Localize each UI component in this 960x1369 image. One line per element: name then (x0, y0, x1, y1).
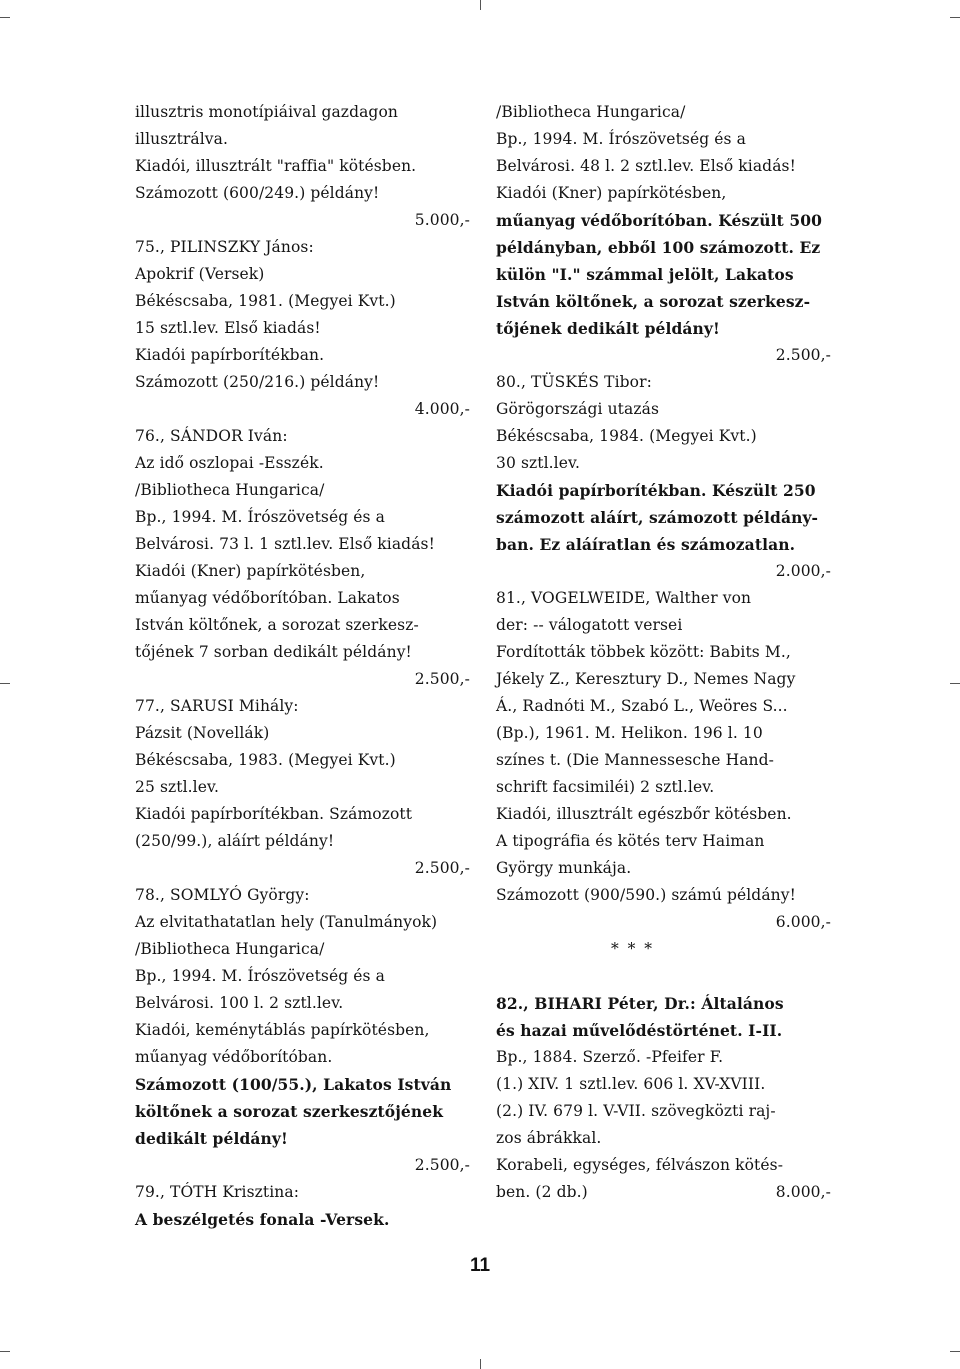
line-text: műanyag védőborítóban. Készült 500 (496, 211, 822, 230)
right-column (496, 99, 831, 1206)
section-separator (496, 936, 831, 963)
line-text: 25 sztl.lev. (135, 778, 220, 796)
text-line (496, 261, 831, 288)
crop-mark-left-mid-h (0, 683, 10, 684)
text-line (135, 693, 470, 720)
line-text: külön "I." számmal jelölt, Lakatos (496, 265, 794, 284)
text-line (135, 1017, 470, 1044)
line-text: Kiadói papírborítékban. (135, 346, 325, 364)
price-line (135, 666, 470, 693)
line-text: István költőnek, a sorozat szerkesz- (135, 616, 419, 634)
line-text: /Bibliotheca Hungarica/ (496, 103, 686, 121)
line-text: számozott aláírt, számozott példány- (496, 508, 819, 527)
line-text: 2.500,- (775, 346, 831, 364)
text-line (135, 801, 470, 828)
text-line (135, 828, 470, 855)
price: 8.000,- (775, 1183, 831, 1201)
text-line (135, 882, 470, 909)
line-text: A tipográfia és kötés terv Haiman (496, 832, 765, 850)
text-line (496, 126, 831, 153)
crop-mark-top-center-v (480, 0, 481, 10)
line-text: Belvárosi. 48 l. 2 sztl.lev. Első kiadás! (496, 157, 796, 175)
line-text: der: -- válogatott versei (496, 616, 683, 634)
text-line (496, 639, 831, 666)
text-line (496, 288, 831, 315)
text-line (496, 396, 831, 423)
text-line (496, 612, 831, 639)
page-number: 11 (469, 1255, 491, 1276)
blank-line (496, 963, 831, 990)
line-text: Békéscsaba, 1984. (Megyei Kvt.) (496, 427, 757, 445)
text-line (496, 315, 831, 342)
line-text: Jékely Z., Keresztury D., Nemes Nagy (496, 670, 796, 688)
price-line (135, 396, 470, 423)
text-line (496, 1125, 831, 1152)
line-text: Bp., 1994. M. Írószövetség és a (135, 508, 385, 526)
text-line (496, 1071, 831, 1098)
text-line (496, 828, 831, 855)
text-line (496, 1044, 831, 1071)
line-text: 78., SOMLYÓ György: (135, 886, 310, 904)
text-line (135, 423, 470, 450)
line-text: 4.000,- (414, 400, 470, 418)
text-line (496, 99, 831, 126)
line-text: 76., SÁNDOR Iván: (135, 427, 288, 445)
text-line (496, 1152, 831, 1179)
line-text: Kiadói, illusztrált egészbőr kötésben. (496, 805, 792, 823)
text-line (135, 612, 470, 639)
text-line (496, 153, 831, 180)
line-text: példányban, ebből 100 számozott. Ez (496, 238, 821, 257)
text-line (496, 585, 831, 612)
line-text: Á., Radnóti M., Szabó L., Weöres S... (496, 697, 788, 715)
line-text: illusztrálva. (135, 130, 229, 148)
line-text: Kiadói (Kner) papírkötésben, (496, 184, 727, 202)
crop-mark-bottom-left-h (0, 1351, 10, 1352)
text-line (135, 1125, 470, 1152)
line-text: 2.500,- (414, 670, 470, 688)
line-text: Pázsit (Novellák) (135, 724, 270, 742)
line-text: (1.) XIV. 1 sztl.lev. 606 l. XV-XVIII. (496, 1075, 766, 1093)
line-text: 2.500,- (414, 859, 470, 877)
text-line (135, 1071, 470, 1098)
text-line (135, 1179, 470, 1206)
text-line (496, 531, 831, 558)
text-line (496, 234, 831, 261)
line-text: Fordították többek között: Babits M., (496, 643, 791, 661)
text-line (135, 369, 470, 396)
line-text: A beszélgetés fonala -Versek. (135, 1210, 390, 1229)
line-text: és hazai művelődéstörténet. I-II. (496, 1021, 783, 1040)
text-line (496, 882, 831, 909)
text-line (135, 288, 470, 315)
text-line (135, 774, 470, 801)
line-text: (2.) IV. 679 l. V-VII. szövegközti raj- (496, 1102, 776, 1120)
line-text: tőjének dedikált példány! (496, 319, 720, 338)
line-text: 82., BIHARI Péter, Dr.: Általános (496, 994, 784, 1013)
text-line (135, 747, 470, 774)
text-line (135, 585, 470, 612)
price-line (135, 855, 470, 882)
line-text: /Bibliotheca Hungarica/ (135, 940, 325, 958)
line-text: színes t. (Die Mannessesche Hand- (496, 751, 774, 769)
line-text: Kiadói, illusztrált "raffia" kötésben. (135, 157, 417, 175)
line-text: 81., VOGELWEIDE, Walther von (496, 589, 752, 607)
line-text: Belvárosi. 100 l. 2 sztl.lev. (135, 994, 344, 1012)
text-line (135, 531, 470, 558)
line-text: 75., PILINSZKY János: (135, 238, 314, 256)
text-line (496, 747, 831, 774)
line-text: István költőnek, a sorozat szerkesz- (496, 292, 811, 311)
text-line (496, 720, 831, 747)
text-line (496, 207, 831, 234)
price-line (135, 207, 470, 234)
text-line (496, 450, 831, 477)
line-text: ban. Ez aláíratlan és számozatlan. (496, 535, 796, 554)
line-text: 30 sztl.lev. (496, 454, 581, 472)
text-line (135, 720, 470, 747)
text-line (135, 450, 470, 477)
line-text: illusztris monotípiáival gazdagon (135, 103, 398, 121)
line-text: zos ábrákkal. (496, 1129, 602, 1147)
line-text: műanyag védőborítóban. Lakatos (135, 589, 400, 607)
line-text: 6.000,- (775, 913, 831, 931)
crop-mark-top-right-h (950, 17, 960, 18)
text-line (135, 504, 470, 531)
line-text: 79., TÓTH Krisztina: (135, 1183, 300, 1201)
text-line (135, 1206, 470, 1233)
text-line (135, 261, 470, 288)
text-line (135, 342, 470, 369)
line-text: * * * (610, 940, 655, 958)
line-text: Görögországi utazás (496, 400, 659, 418)
text-line (496, 801, 831, 828)
text-line (496, 1098, 831, 1125)
text-line (496, 477, 831, 504)
text-line (496, 990, 831, 1017)
line-text: műanyag védőborítóban. (135, 1048, 333, 1066)
text-line (496, 666, 831, 693)
text-line (135, 126, 470, 153)
crop-mark-bottom-center-v (480, 1359, 481, 1369)
left-column (135, 99, 470, 1233)
text-line (135, 1098, 470, 1125)
line-text: (250/99.), aláírt példány! (135, 832, 335, 850)
line-text: 5.000,- (414, 211, 470, 229)
line-text: Számozott (900/590.) számú példány! (496, 886, 796, 904)
text-line (135, 180, 470, 207)
text-line (496, 423, 831, 450)
crop-mark-top-left-h (0, 17, 10, 18)
text-line (135, 477, 470, 504)
text-line (135, 963, 470, 990)
text-line (135, 99, 470, 126)
line-text: 80., TÜSKÉS Tibor: (496, 373, 652, 391)
text-line (135, 1044, 470, 1071)
text-line (135, 234, 470, 261)
line-text: György munkája. (496, 859, 632, 877)
price-line (496, 909, 831, 936)
text-line (135, 936, 470, 963)
line-text: Korabeli, egységes, félvászon kötés- (496, 1156, 784, 1174)
price-line (135, 1152, 470, 1179)
line-text: dedikált példány! (135, 1129, 288, 1148)
line-text: 77., SARUSI Mihály: (135, 697, 299, 715)
line-text: költőnek a sorozat szerkesztőjének (135, 1102, 444, 1121)
line-text: 15 sztl.lev. Első kiadás! (135, 319, 321, 337)
line-text: Kiadói papírborítékban. Készült 250 (496, 481, 816, 500)
line-text: Belvárosi. 73 l. 1 sztl.lev. Első kiadás! (135, 535, 435, 553)
text-line (496, 369, 831, 396)
text-line (496, 1017, 831, 1044)
line-text: Az idő oszlopai -Esszék. (135, 454, 324, 472)
crop-mark-right-mid-h (950, 683, 960, 684)
line-text: Bp., 1884. Szerző. -Pfeifer F. (496, 1048, 724, 1066)
line-text: (Bp.), 1961. M. Helikon. 196 l. 10 (496, 724, 763, 742)
line-text: Békéscsaba, 1983. (Megyei Kvt.) (135, 751, 396, 769)
text-line (135, 315, 470, 342)
line-text: 2.500,- (414, 1156, 470, 1174)
line-text: schrift facsimiléi) 2 sztl.lev. (496, 778, 715, 796)
price-line (496, 342, 831, 369)
line-text: ben. (2 db.) (496, 1183, 588, 1201)
text-line (496, 180, 831, 207)
line-text: Békéscsaba, 1981. (Megyei Kvt.) (135, 292, 396, 310)
text-line (496, 774, 831, 801)
line-text: 2.000,- (775, 562, 831, 580)
crop-mark-bottom-right-h (950, 1351, 960, 1352)
line-text: Bp., 1994. M. Írószövetség és a (496, 130, 746, 148)
text-line (135, 153, 470, 180)
text-line (496, 1179, 831, 1206)
text-line (496, 693, 831, 720)
line-text: tőjének 7 sorban dedikált példány! (135, 643, 412, 661)
line-text: Kiadói (Kner) papírkötésben, (135, 562, 366, 580)
line-text: Kiadói, keménytáblás papírkötésben, (135, 1021, 430, 1039)
text-line (135, 639, 470, 666)
line-text: Számozott (100/55.), Lakatos István (135, 1075, 452, 1094)
text-line (135, 558, 470, 585)
text-line (135, 909, 470, 936)
text-line (135, 990, 470, 1017)
line-text: Bp., 1994. M. Írószövetség és a (135, 967, 385, 985)
price-line (496, 558, 831, 585)
line-text: Az elvitathatatlan hely (Tanulmányok) (135, 913, 438, 931)
line-text: /Bibliotheca Hungarica/ (135, 481, 325, 499)
line-text: Számozott (600/249.) példány! (135, 184, 380, 202)
line-text: Kiadói papírborítékban. Számozott (135, 805, 413, 823)
line-text: Apokrif (Versek) (135, 265, 265, 283)
text-line (496, 504, 831, 531)
text-line (496, 855, 831, 882)
line-text: Számozott (250/216.) példány! (135, 373, 380, 391)
